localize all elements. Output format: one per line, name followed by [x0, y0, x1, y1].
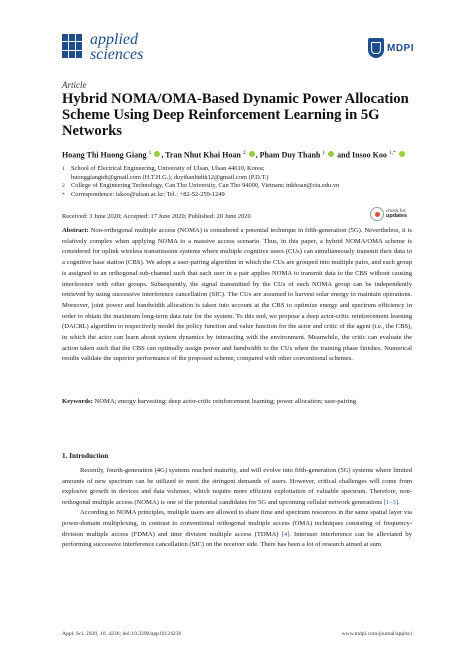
section-heading: 1. Introduction [62, 452, 109, 460]
journal-logo [62, 32, 143, 62]
publication-dates: Received: 3 June 2020; Accepted: 17 June 2020; Published: 20 June 2020 [62, 213, 251, 220]
footer-url[interactable]: www.mdpi.com/journal/applsci [341, 631, 412, 637]
orcid-icon[interactable] [328, 151, 334, 157]
check-updates-line2: updates [386, 213, 408, 219]
keywords [62, 397, 412, 408]
author-affiliation-mark: 1,* [388, 150, 396, 156]
paragraph-text: Recently, fourth-generation (4G) systems reached maturity, and will evolve into fifth-generation (5G) systems where limited amounts of new spectrum can be utilized to meet the stringent demands of users. However, critical challenges will come from explosive growth in devices and data volumes, which require more efficient exploitation of valuable spectrum. Therefore, non-orthogonal multiple access (NOMA) is one of the potential candidates for 5G and upcoming cellular network generations [62, 467, 412, 506]
mdpi-shield-icon [368, 38, 384, 58]
author-affiliation-mark: 1 [148, 150, 152, 156]
page-footer [62, 631, 412, 637]
footer-citation: Appl. Sci. 2020, 10, 4236; doi:10.3390/app10124236 [62, 631, 182, 637]
keywords-text: NOMA; energy harvesting; deep actor-critic reinforcement learning; power allocation; user-pairing [94, 398, 357, 405]
paper-title: Hybrid NOMA/OMA-Based Dynamic Power Allocation Scheme Using Deep Reinforcement Learning in 5G Networks [62, 91, 409, 139]
author-affiliation-mark: 1 [322, 150, 326, 156]
citation-link[interactable]: [1–3] [383, 498, 399, 506]
affiliation-number: * [62, 191, 65, 198]
check-updates-badge[interactable] [370, 207, 407, 221]
paragraph [62, 508, 412, 550]
affiliation-line: College of Engineering Technology, Can Tho University, Can Tho 94000, Vietnam; tnkhoan@ctu.edu.vn [71, 182, 340, 190]
abstract-text: Non-orthogonal multiple access (NOMA) is considered a potential technique in fifth-generation (5G). Nevertheless, it is relatively complex when applying NOMA to a massive access scenario. Thus, in this paper, a hybrid NOMA/OMA scheme is considered for uplink wireless transmission systems where multiple cognitive users (CUs) can simultaneously transmit their data to a cognitive base station (CBS). We adopt a user-pairing algorithm in which the CUs are grouped into multiple pairs, and each group is assigned to an orthogonal sub-channel such that each user in a pair applies NOMA to transmit data to the CBS without causing interference with other groups. Subsequently, the signal transmitted by the CUs of each NOMA group can be independently retrieved by using successive interference cancellation (SIC). The CUs are assumed to harvest solar energy to maintain operations. Moreover, joint power and bandwidth allocation is taken into account at the CBS to optimize energy and spectrum efficiency in order to obtain the maximum long-term data rate for the system. To this end, we propose a deep actor-critic reinforcement learning (DACRL) algorithm to respectively model the policy function and value function for the actor and critic of the agent (i.e., the CBS), in which the actor can learn about system dynamics by interacting with the environment. Meanwhile, the critic can evaluate the action taken such that the CBS can optimally assign power and bandwidth to the CUs when the training phase finishes. Numerical results validate the superior performance of the proposed scheme, compared with other conventional schemes. [62, 227, 412, 363]
journal-logo-icon [62, 34, 84, 58]
paragraph-tail: . Interuser interference can be alleviated by performing successive interference cancellation (SIC) on the receiver side. There has been a lot of research aimed at sum [62, 530, 413, 549]
author-name[interactable]: Tran Nhut Khai Hoan [165, 150, 241, 160]
affiliation-number: 1 [62, 166, 65, 172]
paragraph-tail: . [398, 498, 400, 506]
article-type: Article [62, 80, 87, 90]
publisher-name: MDPI [387, 42, 414, 54]
affiliation-item [62, 182, 412, 191]
affiliations [62, 165, 412, 199]
affiliation-number: 2 [62, 183, 65, 190]
author-name[interactable]: Pham Duy Thanh [259, 150, 321, 160]
introduction-body [62, 466, 412, 551]
correspondence-line[interactable]: Correspondence: iskoo@ulsan.ac.kr; Tel.: +82-52-259-1249 [71, 190, 225, 198]
author-list: Hoang Thi Huong Giang $^1$ , Tran Nhut Khai Hoan $^2$ , Pham Duy Thanh $^1$ and Insoo Koo $^{1,*}$ [62, 150, 406, 160]
publisher-logo [368, 38, 414, 58]
affiliation-line: School of Electrical Engineering, University of Ulsan, Ulsan 44610, Korea; [71, 165, 265, 172]
orcid-icon[interactable] [249, 151, 255, 157]
author-affiliation-mark: 2 [242, 150, 246, 156]
journal-header [50, 24, 424, 74]
journal-name-line1: applied [90, 31, 138, 48]
check-updates-line1: check for [386, 208, 406, 214]
check-updates-icon [370, 207, 384, 221]
citation-link[interactable]: [4] [281, 530, 290, 538]
orcid-icon[interactable] [399, 151, 405, 157]
author-name[interactable]: Hoang Thi Huong Giang [62, 150, 147, 160]
paragraph-text: According to NOMA principles, multiple users are allowed to share time and spectrum resources in the same spatial layer via power-domain multiplexing, in contrast to conventional orthogonal multiple access (OMA) techniques consisting of frequency-division multiple access (FDMA) and time division multiple access (TDMA) [62, 509, 412, 538]
journal-name-line2: sciences [90, 46, 144, 63]
correspondence [62, 191, 412, 200]
abstract-label: Abstract: [62, 227, 89, 234]
abstract [62, 226, 412, 365]
keywords-label: Keywords: [62, 398, 93, 405]
author-name[interactable]: and Insoo Koo [337, 150, 387, 160]
orcid-icon[interactable] [154, 151, 160, 157]
paragraph [62, 466, 412, 508]
affiliation-item [62, 165, 412, 182]
affiliation-emails[interactable]: huonggiangtdt@gmail.com (H.T.H.G.); duythanhtdtk12@gmail.com (P.D.T.) [71, 173, 269, 181]
